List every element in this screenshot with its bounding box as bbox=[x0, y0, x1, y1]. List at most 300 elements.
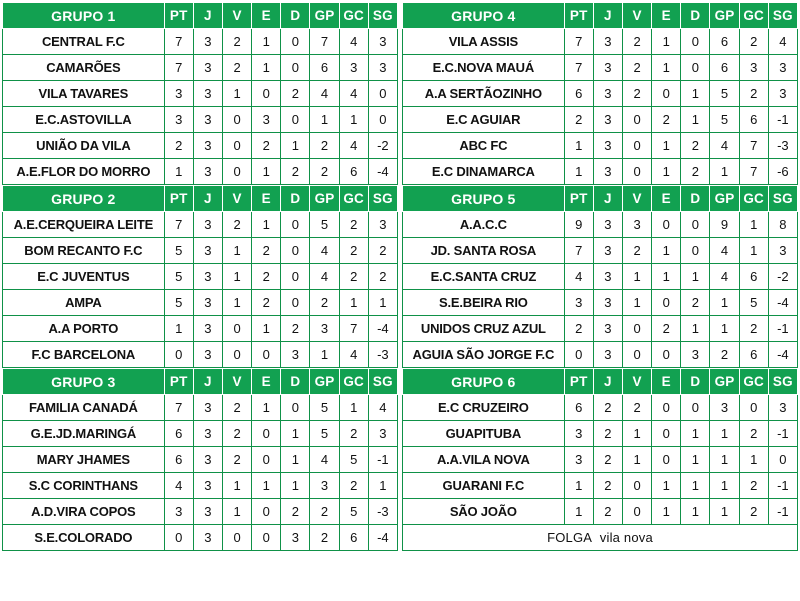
cell-pt: 3 bbox=[164, 81, 193, 107]
table-row bbox=[3, 238, 398, 264]
cell-v: 1 bbox=[222, 473, 251, 499]
col-pt: PT bbox=[164, 3, 193, 29]
cell-gc: 1 bbox=[739, 238, 768, 264]
cell-sg: -1 bbox=[768, 421, 797, 447]
table-row bbox=[403, 212, 798, 238]
cell-pt: 1 bbox=[564, 473, 593, 499]
cell-gp: 3 bbox=[310, 316, 339, 342]
cell-sg: 8 bbox=[768, 212, 797, 238]
group-name: GRUPO 3 bbox=[3, 369, 165, 395]
cell-d: 1 bbox=[281, 447, 310, 473]
cell-v: 2 bbox=[222, 421, 251, 447]
table-row bbox=[403, 81, 798, 107]
cell-sg: 4 bbox=[368, 395, 397, 421]
cell-pt: 7 bbox=[164, 55, 193, 81]
cell-v: 2 bbox=[222, 55, 251, 81]
cell-gp: 2 bbox=[310, 290, 339, 316]
cell-sg: 0 bbox=[368, 81, 397, 107]
cell-pt: 4 bbox=[164, 473, 193, 499]
group-name: GRUPO 6 bbox=[403, 369, 565, 395]
team-name: A.E.CERQUEIRA LEITE bbox=[3, 212, 165, 238]
cell-gc: 1 bbox=[739, 212, 768, 238]
cell-j: 3 bbox=[593, 29, 622, 55]
team-name: FAMILIA CANADÁ bbox=[3, 395, 165, 421]
cell-e: 0 bbox=[252, 447, 281, 473]
cell-j: 3 bbox=[193, 81, 222, 107]
col-gp: GP bbox=[710, 369, 739, 395]
cell-pt: 1 bbox=[564, 133, 593, 159]
cell-gp: 3 bbox=[710, 395, 739, 421]
cell-j: 3 bbox=[193, 316, 222, 342]
team-name: AMPA bbox=[3, 290, 165, 316]
cell-j: 3 bbox=[593, 81, 622, 107]
cell-v: 2 bbox=[622, 395, 651, 421]
col-gc: GC bbox=[339, 369, 368, 395]
team-name: E.C AGUIAR bbox=[403, 107, 565, 133]
cell-j: 3 bbox=[593, 290, 622, 316]
table-row bbox=[403, 29, 798, 55]
team-name: A.A SERTÃOZINHO bbox=[403, 81, 565, 107]
cell-gc: 2 bbox=[339, 421, 368, 447]
table-row bbox=[403, 290, 798, 316]
cell-e: 0 bbox=[652, 421, 681, 447]
col-gc: GC bbox=[739, 186, 768, 212]
cell-v: 3 bbox=[622, 212, 651, 238]
cell-e: 2 bbox=[252, 264, 281, 290]
col-v: V bbox=[622, 186, 651, 212]
cell-v: 2 bbox=[622, 238, 651, 264]
team-name: A.A PORTO bbox=[3, 316, 165, 342]
table-row bbox=[3, 133, 398, 159]
cell-d: 1 bbox=[681, 264, 710, 290]
cell-gc: 7 bbox=[739, 133, 768, 159]
cell-d: 2 bbox=[281, 499, 310, 525]
cell-gp: 1 bbox=[710, 159, 739, 185]
cell-gp: 4 bbox=[310, 264, 339, 290]
cell-pt: 3 bbox=[164, 499, 193, 525]
col-v: V bbox=[622, 369, 651, 395]
cell-sg: 3 bbox=[768, 81, 797, 107]
cell-sg: -1 bbox=[768, 473, 797, 499]
cell-gp: 4 bbox=[310, 447, 339, 473]
table-row bbox=[403, 499, 798, 525]
cell-e: 0 bbox=[652, 212, 681, 238]
col-v: V bbox=[222, 186, 251, 212]
team-name: BOM RECANTO F.C bbox=[3, 238, 165, 264]
cell-gc: 6 bbox=[339, 525, 368, 551]
cell-d: 1 bbox=[681, 447, 710, 473]
team-name: E.C CRUZEIRO bbox=[403, 395, 565, 421]
cell-pt: 7 bbox=[164, 212, 193, 238]
cell-d: 2 bbox=[281, 81, 310, 107]
cell-v: 1 bbox=[622, 290, 651, 316]
folga-text bbox=[403, 525, 798, 551]
team-name: E.C.ASTOVILLA bbox=[3, 107, 165, 133]
cell-d: 2 bbox=[681, 133, 710, 159]
cell-gp: 9 bbox=[710, 212, 739, 238]
cell-d: 2 bbox=[281, 316, 310, 342]
cell-gp: 1 bbox=[310, 342, 339, 368]
col-gc: GC bbox=[739, 3, 768, 29]
cell-e: 0 bbox=[252, 525, 281, 551]
cell-gp: 4 bbox=[710, 264, 739, 290]
col-sg: SG bbox=[768, 186, 797, 212]
cell-v: 1 bbox=[222, 238, 251, 264]
table-row bbox=[403, 264, 798, 290]
cell-gc: 6 bbox=[739, 264, 768, 290]
cell-gp: 1 bbox=[710, 447, 739, 473]
cell-pt: 6 bbox=[564, 395, 593, 421]
cell-gp: 6 bbox=[710, 29, 739, 55]
cell-sg: -2 bbox=[768, 264, 797, 290]
group-header-row bbox=[3, 186, 398, 212]
cell-pt: 2 bbox=[564, 316, 593, 342]
cell-pt: 7 bbox=[164, 29, 193, 55]
cell-gc: 2 bbox=[739, 473, 768, 499]
col-gp: GP bbox=[310, 369, 339, 395]
team-name: S.E.BEIRA RIO bbox=[403, 290, 565, 316]
table-row bbox=[3, 290, 398, 316]
cell-gc: 2 bbox=[339, 212, 368, 238]
cell-v: 1 bbox=[622, 421, 651, 447]
table-row bbox=[3, 525, 398, 551]
cell-v: 0 bbox=[622, 159, 651, 185]
cell-v: 2 bbox=[622, 55, 651, 81]
table-row bbox=[403, 238, 798, 264]
cell-j: 3 bbox=[193, 107, 222, 133]
cell-sg: 3 bbox=[768, 238, 797, 264]
cell-gc: 6 bbox=[339, 159, 368, 185]
cell-d: 3 bbox=[281, 342, 310, 368]
cell-pt: 3 bbox=[564, 290, 593, 316]
team-name: A.A.VILA NOVA bbox=[403, 447, 565, 473]
cell-gp: 4 bbox=[710, 238, 739, 264]
cell-j: 3 bbox=[193, 238, 222, 264]
cell-sg: 1 bbox=[368, 290, 397, 316]
cell-sg: 2 bbox=[368, 264, 397, 290]
team-name: G.E.JD.MARINGÁ bbox=[3, 421, 165, 447]
cell-v: 1 bbox=[622, 447, 651, 473]
group-name: GRUPO 2 bbox=[3, 186, 165, 212]
cell-sg: 4 bbox=[768, 29, 797, 55]
table-row bbox=[3, 29, 398, 55]
group-header-row bbox=[403, 186, 798, 212]
folga-label: FOLGA bbox=[547, 530, 593, 545]
cell-v: 2 bbox=[222, 447, 251, 473]
col-pt: PT bbox=[164, 369, 193, 395]
cell-gc: 6 bbox=[739, 107, 768, 133]
group-header-row bbox=[3, 369, 398, 395]
col-d: D bbox=[681, 186, 710, 212]
cell-e: 3 bbox=[252, 107, 281, 133]
table-row bbox=[403, 447, 798, 473]
col-gc: GC bbox=[339, 186, 368, 212]
cell-gc: 2 bbox=[739, 29, 768, 55]
team-name: S.E.COLORADO bbox=[3, 525, 165, 551]
group-header-row bbox=[3, 3, 398, 29]
col-gc: GC bbox=[739, 369, 768, 395]
table-row bbox=[3, 159, 398, 185]
cell-d: 1 bbox=[681, 499, 710, 525]
cell-d: 3 bbox=[681, 342, 710, 368]
cell-j: 3 bbox=[593, 107, 622, 133]
cell-gc: 2 bbox=[339, 264, 368, 290]
cell-d: 0 bbox=[681, 238, 710, 264]
cell-j: 3 bbox=[193, 395, 222, 421]
table-row bbox=[3, 55, 398, 81]
cell-j: 3 bbox=[193, 290, 222, 316]
col-d: D bbox=[281, 186, 310, 212]
cell-pt: 3 bbox=[564, 447, 593, 473]
cell-gp: 5 bbox=[710, 107, 739, 133]
cell-gc: 0 bbox=[739, 395, 768, 421]
col-j: J bbox=[593, 369, 622, 395]
cell-pt: 6 bbox=[564, 81, 593, 107]
cell-v: 0 bbox=[222, 342, 251, 368]
cell-d: 2 bbox=[281, 159, 310, 185]
cell-e: 0 bbox=[252, 421, 281, 447]
cell-gp: 2 bbox=[310, 525, 339, 551]
cell-sg: 0 bbox=[768, 447, 797, 473]
cell-e: 0 bbox=[252, 499, 281, 525]
table-row bbox=[403, 55, 798, 81]
cell-d: 0 bbox=[281, 264, 310, 290]
table-row bbox=[3, 212, 398, 238]
table-row bbox=[3, 421, 398, 447]
cell-pt: 1 bbox=[164, 159, 193, 185]
cell-pt: 7 bbox=[564, 29, 593, 55]
cell-e: 2 bbox=[252, 238, 281, 264]
cell-e: 1 bbox=[652, 264, 681, 290]
table-row bbox=[403, 395, 798, 421]
cell-e: 2 bbox=[652, 107, 681, 133]
cell-v: 2 bbox=[222, 29, 251, 55]
cell-sg: 3 bbox=[368, 421, 397, 447]
cell-v: 0 bbox=[222, 159, 251, 185]
col-pt: PT bbox=[564, 369, 593, 395]
cell-d: 1 bbox=[681, 421, 710, 447]
team-name: AGUIA SÃO JORGE F.C bbox=[403, 342, 565, 368]
cell-pt: 0 bbox=[564, 342, 593, 368]
col-e: E bbox=[252, 186, 281, 212]
group-table-5 bbox=[402, 185, 798, 368]
cell-v: 1 bbox=[222, 499, 251, 525]
team-name: CENTRAL F.C bbox=[3, 29, 165, 55]
cell-e: 1 bbox=[652, 238, 681, 264]
cell-e: 1 bbox=[652, 499, 681, 525]
cell-sg: -4 bbox=[768, 290, 797, 316]
cell-d: 0 bbox=[281, 55, 310, 81]
cell-sg: -3 bbox=[368, 342, 397, 368]
cell-d: 0 bbox=[281, 29, 310, 55]
col-v: V bbox=[622, 3, 651, 29]
cell-sg: 2 bbox=[368, 238, 397, 264]
team-name: CAMARÕES bbox=[3, 55, 165, 81]
cell-j: 3 bbox=[593, 133, 622, 159]
cell-j: 3 bbox=[593, 238, 622, 264]
cell-e: 1 bbox=[652, 473, 681, 499]
cell-d: 1 bbox=[681, 107, 710, 133]
cell-gp: 6 bbox=[310, 55, 339, 81]
table-row bbox=[403, 421, 798, 447]
cell-j: 3 bbox=[193, 499, 222, 525]
cell-d: 0 bbox=[281, 395, 310, 421]
col-gp: GP bbox=[710, 3, 739, 29]
cell-gc: 4 bbox=[339, 29, 368, 55]
team-name: A.A.C.C bbox=[403, 212, 565, 238]
cell-sg: -4 bbox=[368, 159, 397, 185]
group-table-3 bbox=[2, 368, 398, 551]
cell-j: 2 bbox=[593, 473, 622, 499]
cell-j: 3 bbox=[193, 473, 222, 499]
col-j: J bbox=[593, 186, 622, 212]
table-row bbox=[403, 316, 798, 342]
cell-sg: 3 bbox=[768, 55, 797, 81]
cell-gc: 5 bbox=[739, 290, 768, 316]
cell-e: 0 bbox=[652, 395, 681, 421]
cell-e: 1 bbox=[252, 29, 281, 55]
col-pt: PT bbox=[164, 186, 193, 212]
cell-v: 1 bbox=[222, 81, 251, 107]
cell-j: 3 bbox=[593, 316, 622, 342]
cell-gp: 1 bbox=[710, 421, 739, 447]
cell-gc: 4 bbox=[339, 342, 368, 368]
cell-j: 3 bbox=[193, 55, 222, 81]
cell-gc: 2 bbox=[339, 473, 368, 499]
cell-gp: 5 bbox=[310, 421, 339, 447]
cell-d: 0 bbox=[681, 212, 710, 238]
cell-j: 3 bbox=[193, 342, 222, 368]
table-row bbox=[3, 81, 398, 107]
col-d: D bbox=[681, 3, 710, 29]
cell-d: 0 bbox=[681, 55, 710, 81]
cell-gc: 5 bbox=[339, 499, 368, 525]
table-row bbox=[3, 473, 398, 499]
team-name: UNIDOS CRUZ AZUL bbox=[403, 316, 565, 342]
cell-sg: -4 bbox=[768, 342, 797, 368]
cell-gp: 1 bbox=[710, 499, 739, 525]
col-j: J bbox=[193, 3, 222, 29]
cell-gp: 2 bbox=[310, 133, 339, 159]
folga-team: vila nova bbox=[599, 530, 653, 545]
cell-j: 3 bbox=[193, 29, 222, 55]
right-column bbox=[400, 2, 798, 599]
cell-sg: -1 bbox=[368, 447, 397, 473]
cell-d: 2 bbox=[681, 159, 710, 185]
group-header-row bbox=[403, 3, 798, 29]
cell-gp: 1 bbox=[710, 473, 739, 499]
cell-j: 3 bbox=[593, 159, 622, 185]
cell-sg: -4 bbox=[368, 525, 397, 551]
cell-gc: 1 bbox=[739, 447, 768, 473]
cell-pt: 9 bbox=[564, 212, 593, 238]
cell-gc: 4 bbox=[339, 133, 368, 159]
col-pt: PT bbox=[564, 3, 593, 29]
cell-pt: 5 bbox=[164, 290, 193, 316]
cell-gp: 2 bbox=[310, 159, 339, 185]
cell-d: 0 bbox=[281, 238, 310, 264]
team-name: GUARANI F.C bbox=[403, 473, 565, 499]
cell-gc: 1 bbox=[339, 107, 368, 133]
cell-gc: 2 bbox=[739, 81, 768, 107]
col-e: E bbox=[252, 3, 281, 29]
col-gc: GC bbox=[339, 3, 368, 29]
cell-pt: 7 bbox=[564, 238, 593, 264]
cell-gp: 2 bbox=[710, 342, 739, 368]
col-j: J bbox=[193, 186, 222, 212]
table-row bbox=[3, 342, 398, 368]
cell-d: 1 bbox=[281, 133, 310, 159]
table-row bbox=[3, 395, 398, 421]
cell-j: 3 bbox=[593, 342, 622, 368]
cell-pt: 7 bbox=[564, 55, 593, 81]
team-name: E.C JUVENTUS bbox=[3, 264, 165, 290]
cell-sg: -1 bbox=[768, 499, 797, 525]
cell-gc: 1 bbox=[339, 290, 368, 316]
cell-j: 2 bbox=[593, 447, 622, 473]
cell-e: 0 bbox=[652, 447, 681, 473]
cell-j: 3 bbox=[193, 525, 222, 551]
cell-d: 0 bbox=[681, 29, 710, 55]
col-gp: GP bbox=[310, 3, 339, 29]
group-header-row bbox=[403, 369, 798, 395]
cell-d: 1 bbox=[681, 316, 710, 342]
cell-sg: 3 bbox=[368, 55, 397, 81]
cell-d: 0 bbox=[681, 395, 710, 421]
col-e: E bbox=[252, 369, 281, 395]
cell-v: 0 bbox=[222, 316, 251, 342]
team-name: E.C.SANTA CRUZ bbox=[403, 264, 565, 290]
cell-gc: 6 bbox=[739, 342, 768, 368]
cell-v: 2 bbox=[222, 395, 251, 421]
cell-j: 2 bbox=[593, 395, 622, 421]
col-gp: GP bbox=[710, 186, 739, 212]
col-d: D bbox=[681, 369, 710, 395]
cell-gc: 2 bbox=[739, 316, 768, 342]
team-name: VILA ASSIS bbox=[403, 29, 565, 55]
team-name: A.D.VIRA COPOS bbox=[3, 499, 165, 525]
cell-v: 0 bbox=[622, 499, 651, 525]
cell-pt: 4 bbox=[564, 264, 593, 290]
cell-e: 1 bbox=[652, 159, 681, 185]
cell-e: 0 bbox=[252, 81, 281, 107]
cell-j: 3 bbox=[593, 264, 622, 290]
cell-v: 2 bbox=[222, 212, 251, 238]
team-name: F.C BARCELONA bbox=[3, 342, 165, 368]
team-name: GUAPITUBA bbox=[403, 421, 565, 447]
cell-e: 0 bbox=[652, 290, 681, 316]
cell-j: 3 bbox=[193, 421, 222, 447]
col-sg: SG bbox=[368, 3, 397, 29]
cell-e: 2 bbox=[652, 316, 681, 342]
cell-gp: 5 bbox=[310, 212, 339, 238]
cell-gp: 2 bbox=[310, 499, 339, 525]
cell-pt: 3 bbox=[564, 421, 593, 447]
cell-e: 0 bbox=[652, 342, 681, 368]
cell-gp: 7 bbox=[310, 29, 339, 55]
cell-j: 3 bbox=[193, 133, 222, 159]
cell-sg: 0 bbox=[368, 107, 397, 133]
cell-e: 0 bbox=[252, 342, 281, 368]
table-row bbox=[3, 107, 398, 133]
table-row bbox=[3, 316, 398, 342]
cell-sg: -1 bbox=[768, 107, 797, 133]
cell-gp: 5 bbox=[710, 81, 739, 107]
cell-gc: 3 bbox=[739, 55, 768, 81]
cell-gc: 4 bbox=[339, 81, 368, 107]
cell-j: 3 bbox=[193, 264, 222, 290]
table-row bbox=[3, 264, 398, 290]
